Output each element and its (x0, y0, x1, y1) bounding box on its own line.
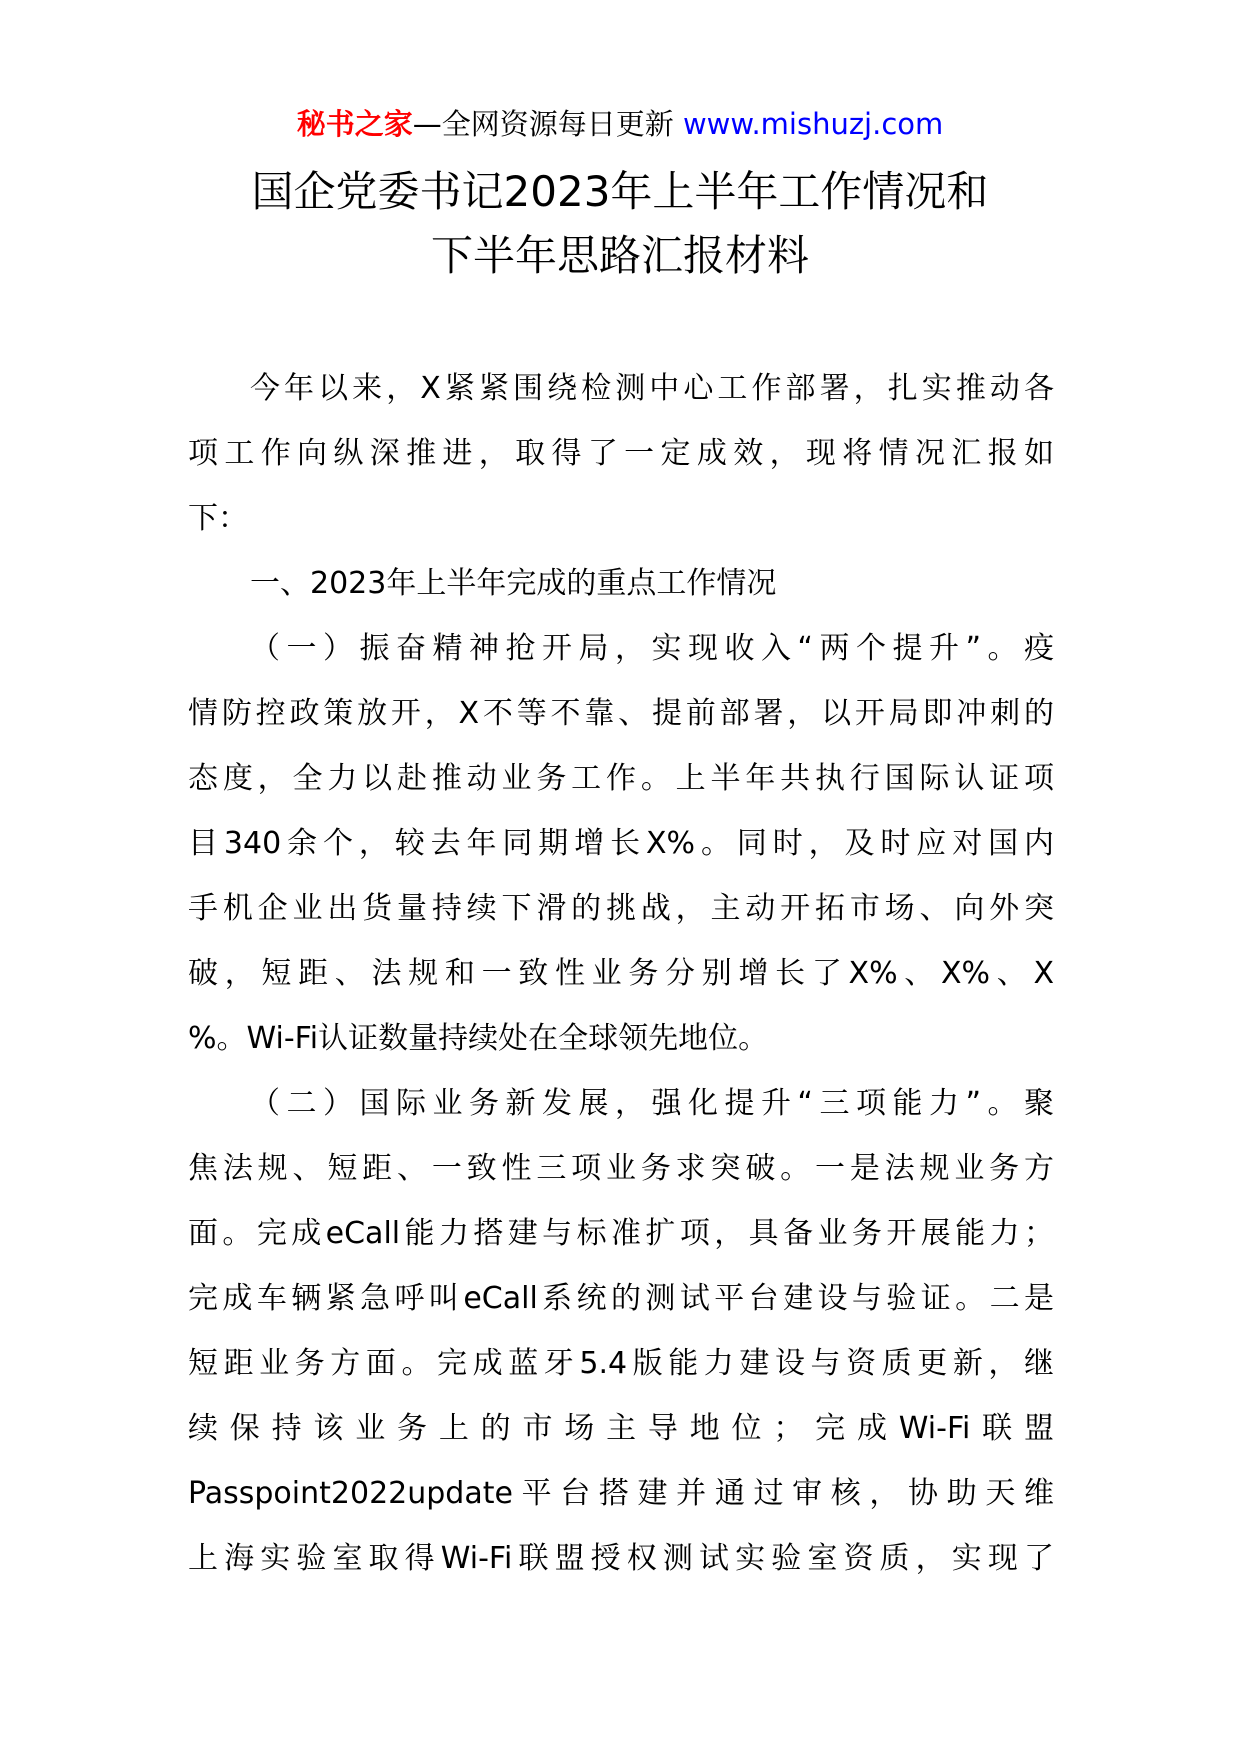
body-line: （二）国际业务新发展，强化提升“三项能力”。聚 (250, 1086, 1054, 1121)
section-heading: 一、2023年上半年完成的重点工作情况 (250, 566, 777, 601)
body-line: 今年以来，X紧紧围绕检测中心工作部署，扎实推动各 (250, 371, 1054, 406)
site-name: 秘书之家 (296, 107, 413, 141)
document-title (0, 160, 1240, 288)
body-line: 态度，全力以赴推动业务工作。上半年共执行国际认证项 (188, 761, 1054, 796)
title-line-1: 国企党委书记2023年上半年工作情况和 (251, 167, 989, 216)
body-line: %。Wi-Fi认证数量持续处在全球领先地位。 (188, 1021, 769, 1056)
body-line: （一）振奋精神抢开局，实现收入“两个提升”。疫 (250, 631, 1054, 666)
site-tagline: —全网资源每日更新 (412, 107, 683, 141)
body-line: 目340余个，较去年同期增长X%。同时，及时应对国内 (188, 826, 1054, 861)
body-line: 上海实验室取得Wi-Fi联盟授权测试实验室资质，实现了 (188, 1541, 1054, 1576)
body-line: 焦法规、短距、一致性三项业务求突破。一是法规业务方 (188, 1151, 1054, 1186)
body-line: 项工作向纵深推进，取得了一定成效，现将情况汇报如 (188, 436, 1054, 471)
site-header (0, 104, 1240, 144)
title-line-2: 下半年思路汇报材料 (430, 231, 809, 280)
body-line: 破，短距、法规和一致性业务分别增长了X%、X%、X (188, 956, 1054, 991)
site-url-link[interactable]: www.mishuzj.com (682, 107, 944, 141)
document-body (188, 356, 1054, 1591)
body-line: 情防控政策放开，X不等不靠、提前部署，以开局即冲刺的 (188, 696, 1054, 731)
body-line: 手机企业出货量持续下滑的挑战，主动开拓市场、向外突 (188, 891, 1054, 926)
body-line: 完成车辆紧急呼叫eCall系统的测试平台建设与验证。二是 (188, 1281, 1054, 1316)
body-line: 短距业务方面。完成蓝牙5.4版能力建设与资质更新，继 (188, 1346, 1054, 1381)
body-line: 续保持该业务上的市场主导地位；完成Wi-Fi联盟 (188, 1411, 1054, 1446)
body-line: Passpoint2022update平台搭建并通过审核，协助天维 (188, 1476, 1054, 1511)
body-line: 面。完成eCall能力搭建与标准扩项，具备业务开展能力； (188, 1216, 1054, 1251)
body-line: 下： (188, 501, 248, 536)
